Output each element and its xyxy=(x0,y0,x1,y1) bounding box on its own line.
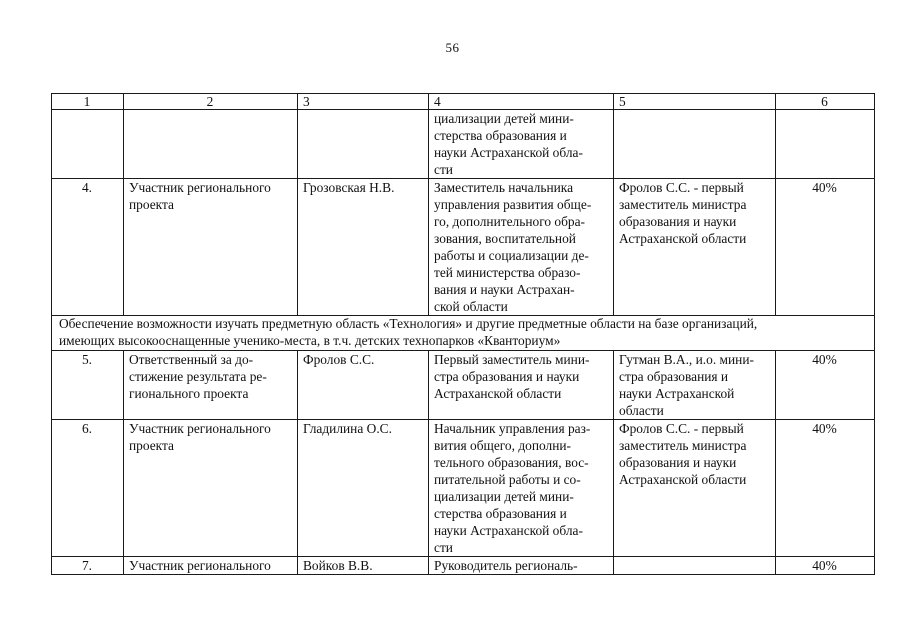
supervisor-cell xyxy=(614,351,776,420)
supervisor-text: Гутман В.А., и.о. мини- стра образования и науки Астраханской области xyxy=(619,352,754,418)
page-number: 56 xyxy=(445,40,460,55)
section-heading-text: Обеспечение возможности изучать предметную область «Технология» и другие предметные области на базе организаций, имеющих высокооснащенные ученико-места, в т.ч. детских технопарков «Кванториум» xyxy=(59,316,758,348)
person-cell xyxy=(298,557,429,575)
supervisor-cell xyxy=(614,179,776,316)
position-text: Заместитель начальника управления развития обще- го, дополнительного обра- зования, воспитательной работы и социализации де- тей министерства образо- вания и науки Астрахан- ской области xyxy=(434,180,592,314)
supervisor-cell xyxy=(614,110,776,179)
position-text: циализации детей мини- стерства образования и науки Астраханской обла- сти xyxy=(434,111,583,177)
table-row xyxy=(52,179,875,316)
person-cell xyxy=(298,110,429,179)
role-text: Участник регионального проекта xyxy=(129,421,271,453)
table-row xyxy=(52,557,875,575)
supervisor-text: Фролов С.С. - первый заместитель министра образования и науки Астраханской области xyxy=(619,421,747,487)
column-header: 1 xyxy=(52,94,124,110)
column-header: 2 xyxy=(124,94,298,110)
role-cell xyxy=(124,420,298,557)
role-text: Участник регионального проекта xyxy=(129,180,271,212)
responsibility-table xyxy=(51,93,875,575)
table-row xyxy=(52,110,875,179)
row-number-cell xyxy=(52,110,124,179)
position-cell xyxy=(429,110,614,179)
position-cell xyxy=(429,351,614,420)
position-cell xyxy=(429,557,614,575)
table-row xyxy=(52,420,875,557)
role-text: Ответственный за до- стижение результата ре- гионального проекта xyxy=(129,352,267,401)
supervisor-cell xyxy=(614,557,776,575)
section-heading-cell xyxy=(52,316,875,351)
row-number-cell: 7. xyxy=(52,557,124,575)
position-cell xyxy=(429,179,614,316)
person-text: Войков В.В. xyxy=(303,558,373,573)
role-cell xyxy=(124,110,298,179)
person-cell xyxy=(298,420,429,557)
person-cell xyxy=(298,179,429,316)
row-number-cell: 6. xyxy=(52,420,124,557)
position-cell xyxy=(429,420,614,557)
column-header: 4 xyxy=(429,94,614,110)
position-text: Начальник управления раз- вития общего, дополни- тельного образования, вос- питательной работы и со- циализации детей мини- стерства образования и науки Астраханской обла- сти xyxy=(434,421,591,555)
position-text: Первый заместитель мини- стра образования и науки Астраханской области xyxy=(434,352,590,401)
share-cell: 40% xyxy=(776,179,875,316)
person-text: Грозовская Н.В. xyxy=(303,180,395,195)
role-cell xyxy=(124,351,298,420)
column-header: 5 xyxy=(614,94,776,110)
person-text: Гладилина О.С. xyxy=(303,421,392,436)
column-header: 6 xyxy=(776,94,875,110)
share-cell: 40% xyxy=(776,420,875,557)
role-cell xyxy=(124,179,298,316)
row-number-cell: 4. xyxy=(52,179,124,316)
share-cell xyxy=(776,110,875,179)
person-text: Фролов С.С. xyxy=(303,352,375,367)
column-header: 3 xyxy=(298,94,429,110)
person-cell xyxy=(298,351,429,420)
section-row xyxy=(52,316,875,351)
table-row xyxy=(52,351,875,420)
row-number-cell: 5. xyxy=(52,351,124,420)
supervisor-cell xyxy=(614,420,776,557)
share-cell: 40% xyxy=(776,557,875,575)
position-text: Руководитель региональ- xyxy=(434,558,578,573)
role-cell xyxy=(124,557,298,575)
table-header-row xyxy=(52,94,875,110)
share-cell: 40% xyxy=(776,351,875,420)
role-text: Участник регионального xyxy=(129,558,271,573)
supervisor-text: Фролов С.С. - первый заместитель министра образования и науки Астраханской области xyxy=(619,180,747,246)
